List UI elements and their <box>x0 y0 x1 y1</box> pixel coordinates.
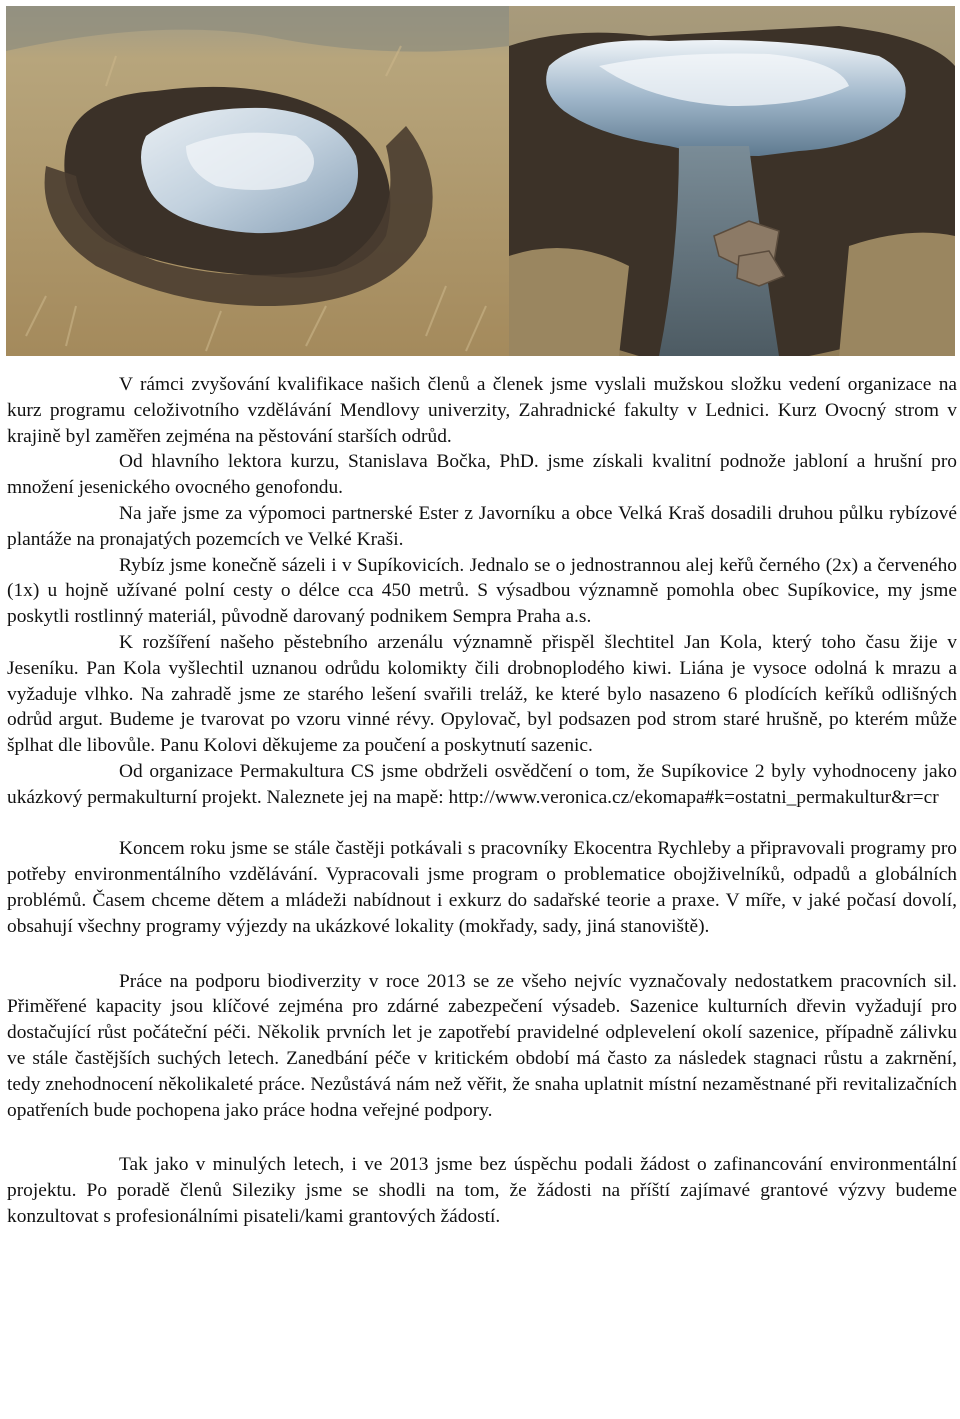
pond-photo-right <box>509 6 955 356</box>
pond-photo-left <box>6 6 509 356</box>
paragraph-grants: Tak jako v minulých letech, i ve 2013 jsme bez úspěchu podali žádost o zafinancování environmentální projektu. Po poradě členů Sileziky jsme se shodli na tom, že žádosti na příští zajímavé grantové výzvy budeme konzultovat s profesionálními pisateli/kami grantových žádostí. <box>7 1154 957 1227</box>
paragraph-rootstocks: Od hlavního lektora kurzu, Stanislava Bočka, PhD. jsme získali kvalitní podnože jabloní a hrušní pro množení jesenického ovocného genofondu. <box>7 451 957 499</box>
article-body <box>7 372 957 1230</box>
landscape-photo-icon <box>509 6 955 356</box>
paragraph-course: V rámci zvyšování kvalifikace našich členů a členek jsme vyslali mužskou složku vedení organizace na kurz programu celoživotního vzdělávání Mendlovy univerzity, Zahradnické fakulty v Lednici. Kurz Ovocný strom v krajině byl zaměřen zejména na pěstování starších odrůd. <box>7 374 957 447</box>
paragraph-permaculture: Od organizace Permakultura CS jsme obdrželi osvědčení o tom, že Supíkovice 2 byly vyhodnoceny jako ukázkový permakulturní projekt. Naleznete jej na mapě: http://www.veronica.cz/ekomapa#k=ostatni_permakultur&r=cr <box>7 760 957 808</box>
paragraph-kiwi: K rozšíření našeho pěstebního arzenálu významně přispěl šlechtitel Jan Kola, který toho času žije v Jeseníku. Pan Kola vyšlechtil uznanou odrůdu kolomikty čili drobnoplodého kiwi. Liána je vysoce odolná k mrazu a vyžaduje vlhko. Na zahradě jsme ze starého lešení svařili treláž, ke které bylo nasazeno 6 plodících keříků odlišných odrůd argut. Budeme je tvarovat po vzoru vinné révy. Opylovač, byl podsazen pod strom staré hrušně, po kterém může šplhat dle libovůle. Panu Kolovi děkujeme za poučení a poskytnutí sazenic. <box>7 631 957 757</box>
paragraph-currant-supikovice: Rybíz jsme konečně sázeli i v Supíkovicích. Jednalo se o jednostrannou alej keřů černého (2x) a červeného (1x) u hojně užívané polní cesty o délce cca 450 metrů. S výsadbou významně pomohla obec Supíkovice, my jsme poskytli rostlinný materiál, původně darovaný podnikem Sempra Praha a.s. <box>7 554 957 628</box>
paragraph-currant-velka-kras: Na jaře jsme za výpomoci partnerské Ester z Javorníku a obce Velká Kraš dosadili druhou půlku rybízové plantáže na pronajatých pozemcích ve Velké Kraši. <box>7 502 957 550</box>
paragraph-biodiversity: Práce na podporu biodiverzity v roce 2013 se ze všeho nejvíc vyznačovaly nedostatkem pracovních sil. Přiměřené kapacity jsou klíčové zejména pro zdárné zabezpečení výsadeb. Sazenice kulturních dřevin vyžadují pro dostačující růst počáteční péči. Několik prvních let je zapotřebí pravidelné odplevelení okolí sazenice, případně zálivku ve stále častějších suchých letech. Zanedbání péče v kritickém období má často za následek stagnaci růstu a zakrnění, tedy znehodnocení několikaleté práce. Nezůstává nám než věřit, že snaha uplatnit místní nezaměstnané při revitalizačních opatřeních bude pochopena jako práce hodna veřejné podpory. <box>7 970 957 1121</box>
landscape-photo-icon <box>6 6 509 356</box>
paragraph-ekocentrum: Koncem roku jsme se stále častěji potkávali s pracovníky Ekocentra Rychleby a připravovali programy pro potřeby environmentálního vzdělávání. Vypracovali jsme program o problematice obojživelníků, odpadů a globálních problémů. Časem chceme dětem a mládeži nabídnout i exkurz do sadařské teorie a praxe. V míře, v jaké počasí dovolí, obsahují všechny programy výjezdy na ukázkové lokality (mokřady, sady, jiná stanoviště). <box>7 838 957 937</box>
